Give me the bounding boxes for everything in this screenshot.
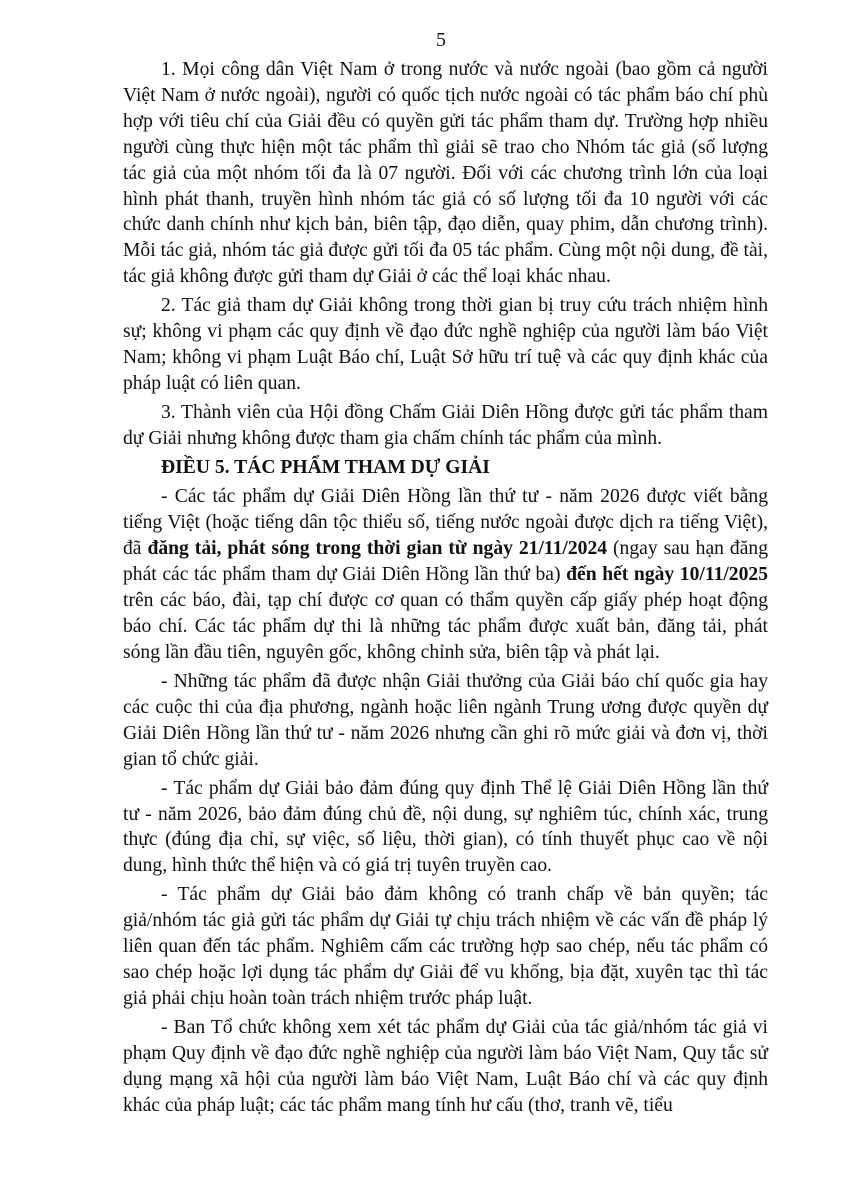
article-5-paragraph-5: - Ban Tổ chức không xem xét tác phẩm dự Giải của tác giả/nhóm tác giả vi phạm Quy định về đạo đức nghề nghiệp của người làm báo Việt Nam, Quy tắc sử dụng mạng xã hội của người làm báo Việt Nam, Luật Báo chí và các quy định khác của pháp luật; các tác phẩm mang tính hư cấu (thơ, tranh vẽ, tiểu — [123, 1017, 768, 1116]
article-5-heading: ĐIỀU 5. TÁC PHẨM THAM DỰ GIẢI — [161, 457, 490, 479]
paragraph-eligibility-3: 3. Thành viên của Hội đồng Chấm Giải Diên Hồng được gửi tác phẩm tham dự Giải nhưng không được tham gia chấm chính tác phẩm của mình. — [123, 402, 768, 450]
text-run: - Các tác phẩm dự Giải Diên Hồng lần thứ tư - năm 2026 được viết bằng tiếng Việt (hoặc tiếng dân tộc thiểu số, tiếng nước ngoài được dịch ra tiếng Việt), đã — [123, 486, 768, 560]
article-5-paragraph-3: - Tác phẩm dự Giải bảo đảm đúng quy định Thể lệ Giải Diên Hồng lần thứ tư - năm 2026, bảo đảm đúng chủ đề, nội dung, sự nghiêm túc, chính xác, trung thực (đúng địa chỉ, sự việc, số liệu, thời gian), có tính thuyết phục cao về nội dung, hình thức thể hiện và có giá trị tuyên truyền cao. — [123, 777, 768, 877]
text-run: (ngay sau hạn đăng phát các tác phẩm tham dự Giải Diên Hồng lần thứ ba) — [123, 538, 768, 585]
paragraph-eligibility-1: 1. Mọi công dân Việt Nam ở trong nước và nước ngoài (bao gồm cả người Việt Nam ở nước ngoài), người có quốc tịch nước ngoài có tác phẩm báo chí phù hợp với tiêu chí của Giải đều có quyền gửi tác phẩm tham dự. Trường hợp nhiều người cùng thực hiện một tác phẩm thì giải sẽ trao cho Nhóm tác giả (số lượng tác giả của một nhóm tối đa là 07 người. Đối với các chương trình lớn của loại hình phát thanh, truyền hình nhóm tác giả có số lượng tối đa 10 người với các chức danh chính như kịch bản, biên tập, đạo diễn, quay phim, dẫn chương trình). Mỗi tác giả, nhóm tác giả được gửi tối đa 05 tác phẩm. Cùng một nội dung, đề tài, tác giả không được gửi tham dự Giải ở các thể loại khác nhau. — [123, 59, 768, 288]
article-5-paragraph-1 — [123, 484, 768, 665]
article-5-paragraph-4: - Tác phẩm dự Giải bảo đảm không có tranh chấp về bản quyền; tác giả/nhóm tác giả gửi tác phẩm dự Giải tự chịu trách nhiệm về các vấn đề pháp lý liên quan đến tác phẩm. Nghiêm cấm các trường hợp sao chép, nếu tác phẩm có sao chép hoặc lợi dụng tác phẩm dự Giải để vu khống, bịa đặt, xuyên tạc thì tác giả phải chịu hoàn toàn trách nhiệm trước pháp luật. — [123, 884, 768, 1010]
document-body — [123, 57, 768, 1122]
paragraph-eligibility-2: 2. Tác giả tham dự Giải không trong thời gian bị truy cứu trách nhiệm hình sự; không vi phạm các quy định về đạo đức nghề nghiệp của người làm báo Việt Nam; không vi phạm Luật Báo chí, Luật Sở hữu trí tuệ và các quy định khác của pháp luật có liên quan. — [123, 295, 768, 395]
page-number: 5 — [436, 29, 446, 51]
text-run: trên các báo, đài, tạp chí được cơ quan có thẩm quyền cấp giấy phép hoạt động báo chí. Các tác phẩm dự thi là những tác phẩm được xuất bản, đăng tải, phát sóng lần đầu tiên, nguyên gốc, không chỉnh sửa, biên tập và phát lại. — [123, 589, 768, 663]
bold-date-range-end: đến hết ngày 10/11/2025 — [566, 563, 768, 585]
article-5-paragraph-2: - Những tác phẩm đã được nhận Giải thưởng của Giải báo chí quốc gia hay các cuộc thi của địa phương, ngành hoặc liên ngành Trung ương được quyền dự Giải Diên Hồng lần thứ tư - năm 2026 nhưng cần ghi rõ mức giải và đơn vị, thời gian tổ chức giải. — [123, 670, 768, 770]
bold-date-range-start: đăng tải, phát sóng trong thời gian từ ngày 21/11/2024 — [147, 538, 608, 560]
